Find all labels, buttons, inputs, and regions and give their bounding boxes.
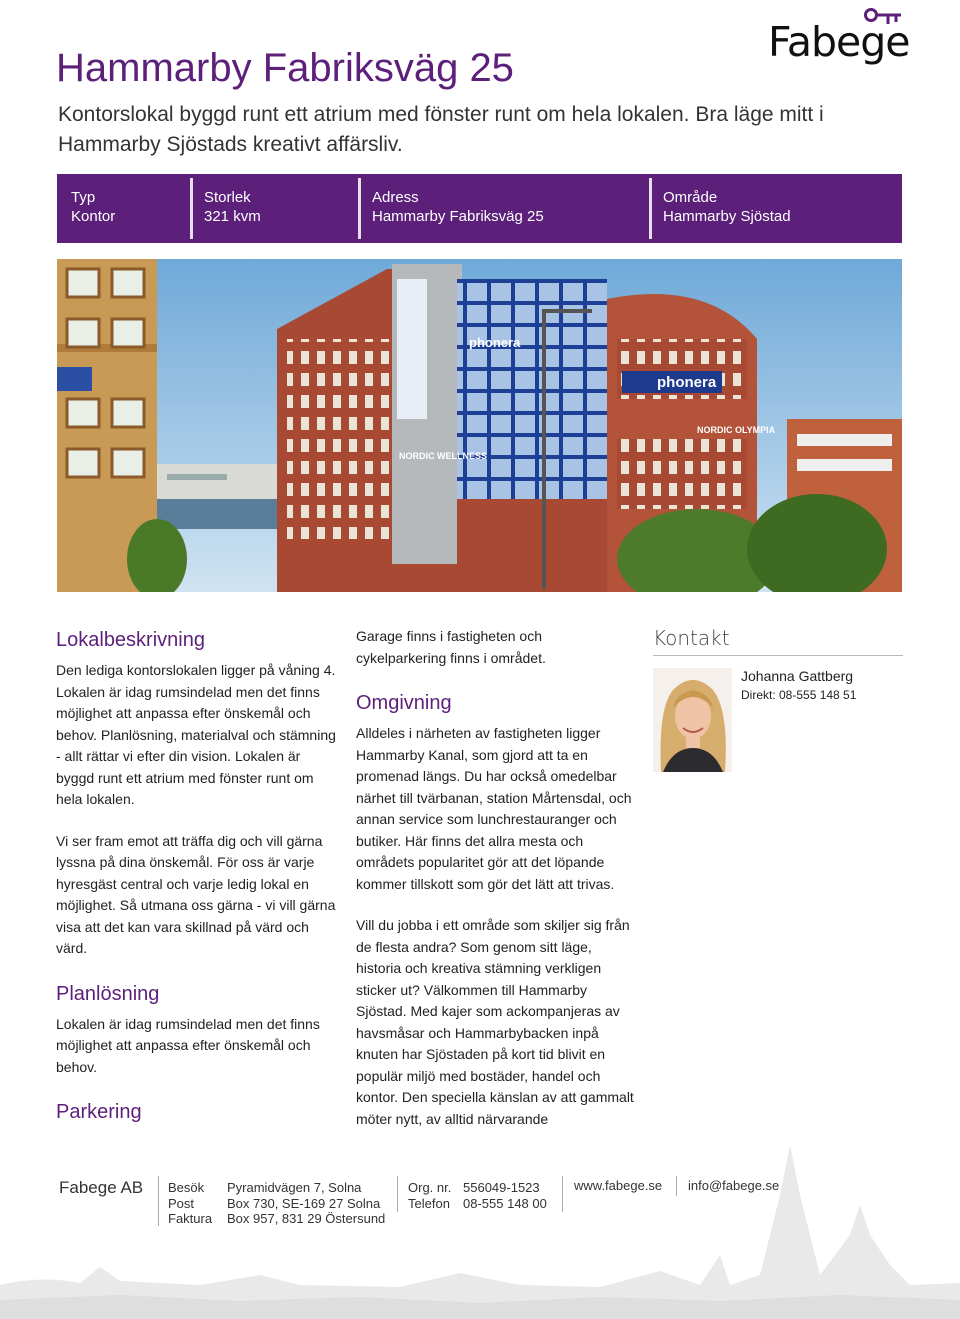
- footer-value: 08-555 148 00: [463, 1195, 547, 1211]
- footer-label: Post: [168, 1195, 195, 1211]
- lokalbeskrivning-heading: Lokalbeskrivning: [56, 629, 205, 651]
- column-left: [56, 626, 336, 1132]
- sign-text: phonera: [657, 374, 717, 391]
- planlosning-heading: Planlösning: [56, 982, 160, 1005]
- page-title: Hammarby Fabriksväg 25: [56, 46, 514, 90]
- sign-text: phonera: [469, 335, 521, 350]
- fabege-logo: [768, 4, 910, 68]
- building-photo: [57, 259, 902, 592]
- planlosning-text: Lokalen är idag rumsindelad men det finns möjlighet att anpassa efter önskemål och behov.: [56, 1015, 320, 1075]
- fact-value: Hammarby Sjöstad: [663, 208, 791, 225]
- intro-text: Kontorslokal byggd runt ett atrium med fönster runt om hela lokalen. Bra läge mitt i Hammarby Sjöstads kreativt affärsliv.: [58, 103, 824, 156]
- contact-name: Johanna Gattberg: [741, 668, 854, 684]
- omgivning-heading: Omgivning: [356, 692, 452, 714]
- contact-phone: Direkt: 08-555 148 51: [741, 688, 857, 702]
- footer-value: Box 957, 831 29 Östersund: [227, 1211, 386, 1226]
- sign-text: NORDIC WELLNESS: [399, 451, 488, 461]
- omgivning-text: Alldeles i närheten av fastigheten ligger Hammarby Kanal, som gjord att ta en promenad längs. Du har också omedelbar närhet till tvärbanan, station Mårtensdal, och annan service som lunchrestauranger och butiker. Här finns det allra mesta och områdets popularitet gör att det löpande kommer tillskott som gör det lätt att trivas.: [356, 725, 632, 892]
- footer-org-labels: [408, 1180, 451, 1211]
- footer-org-values: [463, 1180, 547, 1211]
- fact-value: Kontor: [71, 208, 116, 225]
- contact-heading: Kontakt: [653, 626, 730, 650]
- footer-company: Fabege AB: [59, 1178, 144, 1197]
- fact-type: [57, 174, 190, 243]
- footer-email-link[interactable]: info@fabege.se: [688, 1178, 780, 1193]
- building-illustration: [57, 259, 902, 592]
- footer-label: Besök: [168, 1180, 205, 1195]
- fact-label: Område: [663, 189, 718, 206]
- fact-label: Adress: [372, 189, 419, 206]
- logo-wordmark: Fabege: [768, 18, 910, 66]
- parkering-heading: Parkering: [56, 1101, 142, 1123]
- contact-block: [653, 626, 903, 702]
- sign-text: NORDIC OLYMPIA: [697, 425, 776, 435]
- footer-label: Faktura: [168, 1211, 213, 1226]
- parkering-text: Garage finns i fastigheten och cykelparkering finns i området.: [356, 628, 546, 666]
- avatar: [653, 668, 732, 772]
- footer-website-link[interactable]: www.fabege.se: [574, 1178, 663, 1193]
- footer-address-values: [227, 1180, 385, 1227]
- footer-divider: [562, 1176, 563, 1212]
- footer-label: Telefon: [408, 1195, 450, 1211]
- fact-address: [358, 174, 649, 243]
- contact-divider: [653, 655, 903, 656]
- omgivning-text-2: Vill du jobba i ett område som skiljer sig från de flesta andra? Som genom sitt läge, historia och kreativa stämning verkligen sticker ut? Välkommen till Hammarby Sjöstad. Med kajer som ackompanjeras av havsmåsar och Hammarbybacken inpå knuten har Sjöstaden på kort tid blivit en populär miljö med bostäder, handel och kontor. Den speciella känslan av att gammalt möter nytt, av alltid närvarande: [356, 917, 634, 1127]
- fact-area: [649, 174, 902, 243]
- footer-value: Pyramidvägen 7, Solna: [227, 1180, 362, 1195]
- footer: [0, 1170, 960, 1240]
- footer-divider: [676, 1176, 677, 1196]
- fact-label: Storlek: [204, 189, 251, 206]
- fact-value: 321 kvm: [204, 208, 261, 225]
- footer-divider: [158, 1176, 159, 1226]
- column-middle: [356, 626, 636, 1150]
- footer-divider: [397, 1176, 398, 1212]
- key-icon: [864, 4, 904, 28]
- fact-size: [190, 174, 358, 243]
- lokalbeskrivning-text: Den lediga kontorslokalen ligger på våning 4. Lokalen är idag rumsindelad men det finns möjlighet att anpassa efter önskemål och behov. Planlösning, materialval och stämning - allt rättar vi efter din vision. Lokalen är byggd runt ett atrium med fönster runt om hela lokalen.: [56, 662, 336, 807]
- footer-label: Org. nr.: [408, 1180, 452, 1195]
- fact-value: Hammarby Fabriksväg 25: [372, 208, 544, 225]
- footer-value: Box 730, SE-169 27 Solna: [227, 1195, 381, 1211]
- lokalbeskrivning-text-2: Vi ser fram emot att träffa dig och vill gärna lyssna på dina önskemål. För oss är varje hyresgäst central och varje ledig lokal en möjlighet. Så utmana oss gärna - vi vill gärna visa att det kan vara skillnad på värd och värd.: [56, 832, 336, 956]
- fact-label: Typ: [71, 189, 96, 206]
- facts-bar: [57, 174, 902, 243]
- footer-value: 556049-1523: [463, 1180, 540, 1195]
- footer-address-labels: [168, 1180, 212, 1227]
